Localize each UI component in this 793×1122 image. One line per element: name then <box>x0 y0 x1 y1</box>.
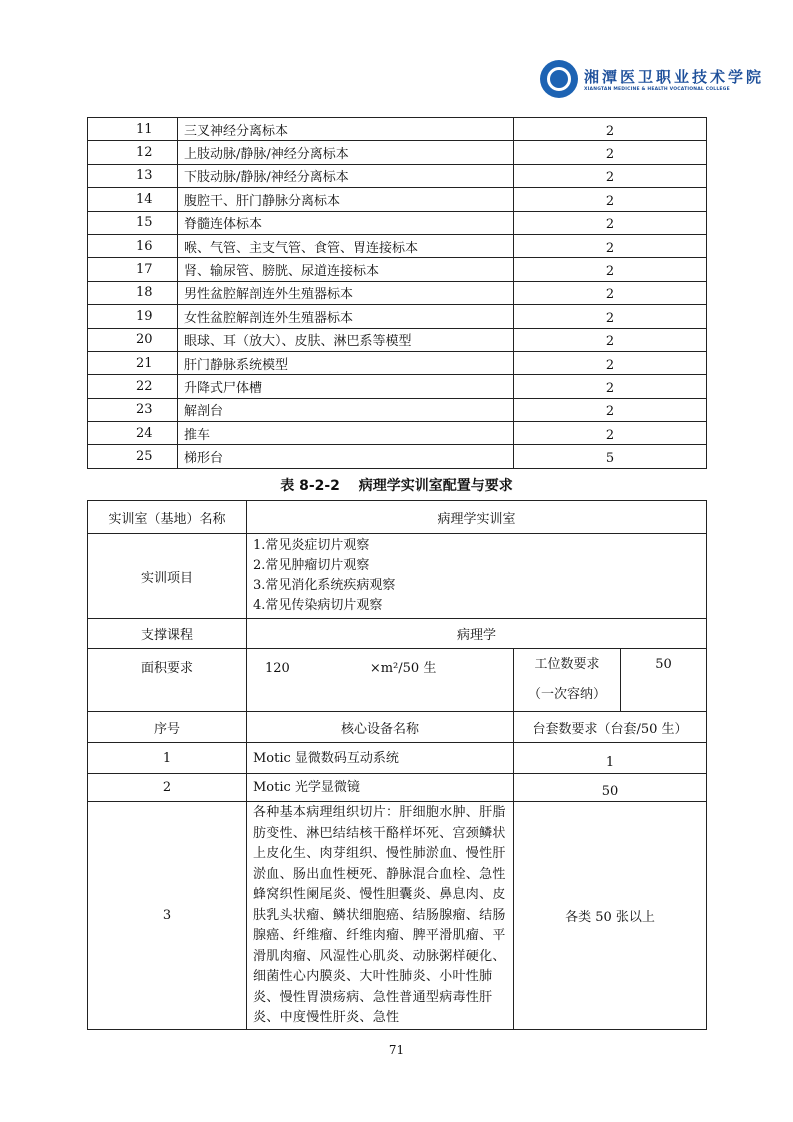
row-no: 24 <box>88 422 178 445</box>
page-number: 71 <box>388 1043 405 1057</box>
row-name: 眼球、耳（放大）、皮肤、淋巴系等模型 <box>178 328 514 351</box>
row-name: Motic 显微数码互动系统 <box>247 743 514 774</box>
table-title: 表 8-2-2 病理学实训室配置与要求 <box>280 478 513 494</box>
room-label: 实训室（基地）名称 <box>88 501 247 534</box>
row-name: 脊髓连体标本 <box>178 211 514 234</box>
col-name: 核心设备名称 <box>247 712 514 743</box>
row-qty: 2 <box>514 305 707 328</box>
row-name: 男性盆腔解剖连外生殖器标本 <box>178 281 514 304</box>
row-qty: 2 <box>514 422 707 445</box>
row-no: 19 <box>88 305 178 328</box>
row-qty: 各类 50 张以上 <box>514 802 707 1030</box>
row-no: 22 <box>88 375 178 398</box>
row-no: 13 <box>88 164 178 187</box>
row-name: 升降式尸体槽 <box>178 375 514 398</box>
logo-en: XIANGTAN MEDICINE & HEALTH VOCATIONAL COLLEGE <box>584 87 730 92</box>
row-no: 17 <box>88 258 178 281</box>
row-name: 上肢动脉/静脉/神经分离标本 <box>178 141 514 164</box>
row-qty: 2 <box>514 141 707 164</box>
row-name: 推车 <box>178 422 514 445</box>
table-row <box>88 281 707 304</box>
row-qty: 2 <box>514 118 707 141</box>
row-no: 1 <box>88 743 247 774</box>
course-value: 病理学 <box>247 619 707 649</box>
station-label: 工位数要求 <box>534 657 600 672</box>
row-qty: 5 <box>514 445 707 468</box>
table-row <box>88 445 707 468</box>
row-no: 15 <box>88 211 178 234</box>
row-no: 16 <box>88 234 178 257</box>
row-no: 18 <box>88 281 178 304</box>
col-no: 序号 <box>88 712 247 743</box>
row-name: 喉、气管、主支气管、食管、胃连接标本 <box>178 234 514 257</box>
project-item: 3.常见消化系统疾病观察 <box>253 578 396 593</box>
project-item: 4.常见传染病切片观察 <box>253 598 383 613</box>
table-row <box>88 258 707 281</box>
row-name: 三叉神经分离标本 <box>178 118 514 141</box>
row-qty: 2 <box>514 164 707 187</box>
table-row <box>88 328 707 351</box>
row-no: 25 <box>88 445 178 468</box>
area-value: 120 <box>265 661 290 676</box>
row-name: 各种基本病理组织切片：肝细胞水肿、肝脂肪变性、淋巴结结核干酪样坏死、宫颈鳞状上皮化生、肉芽组织、慢性肺淤血、慢性肝淤血、肠出血性梗死、静脉混合血栓、急性蜂窝织性阑尾炎、慢性胆囊炎、鼻息肉、皮肤乳头状瘤、鳞状细胞癌、结肠腺瘤、结肠腺癌、纤维瘤、纤维肉瘤、脾平滑肌瘤、平滑肌肉瘤、风湿性心肌炎、动脉粥样硬化、细菌性心内膜炎、大叶性肺炎、小叶性肺炎、慢性胃溃疡病、急性普通型病毒性肝炎、中度慢性肝炎、急性 <box>247 802 514 1030</box>
row-no: 11 <box>88 118 178 141</box>
row-name: 女性盆腔解剖连外生殖器标本 <box>178 305 514 328</box>
table-row <box>88 188 707 211</box>
table-row <box>88 398 707 421</box>
row-name: 腹腔干、肝门静脉分离标本 <box>178 188 514 211</box>
col-qty: 台套数要求（台套/50 生） <box>514 712 707 743</box>
row-no: 2 <box>88 774 247 802</box>
project-item: 1.常见炎症切片观察 <box>253 538 370 553</box>
row-name: 下肢动脉/静脉/神经分离标本 <box>178 164 514 187</box>
table-row <box>88 211 707 234</box>
station-sub: （一次容纳） <box>527 687 606 702</box>
project-item: 2.常见肿瘤切片观察 <box>253 558 370 573</box>
area-label: 面积要求 <box>88 649 247 712</box>
project-list <box>247 534 707 619</box>
row-qty: 50 <box>514 774 707 802</box>
row-no: 20 <box>88 328 178 351</box>
row-no: 3 <box>88 802 247 1030</box>
row-name: 梯形台 <box>178 445 514 468</box>
college-seal-icon <box>540 60 578 98</box>
table-row <box>88 141 707 164</box>
row-qty: 2 <box>514 398 707 421</box>
row-no: 12 <box>88 141 178 164</box>
row-name: 肾、输尿管、膀胱、尿道连接标本 <box>178 258 514 281</box>
row-qty: 2 <box>514 188 707 211</box>
row-no: 21 <box>88 351 178 374</box>
table-row <box>88 164 707 187</box>
course-label: 支撑课程 <box>88 619 247 649</box>
table-row <box>88 422 707 445</box>
row-no: 23 <box>88 398 178 421</box>
row-qty: 2 <box>514 211 707 234</box>
room-value: 病理学实训室 <box>247 501 707 534</box>
row-qty: 2 <box>514 351 707 374</box>
table-row <box>88 305 707 328</box>
row-qty: 2 <box>514 281 707 304</box>
pathology-lab-table <box>87 500 707 1030</box>
row-qty: 2 <box>514 328 707 351</box>
table-row <box>88 118 707 141</box>
station-value: 50 <box>621 649 707 712</box>
anatomy-equipment-table <box>87 117 707 469</box>
table-row <box>88 802 707 1030</box>
table-row <box>88 774 707 802</box>
project-label: 实训项目 <box>88 534 247 619</box>
area-unit: ×m²/50 生 <box>369 661 437 676</box>
row-qty: 2 <box>514 234 707 257</box>
row-qty: 1 <box>514 743 707 774</box>
table-row <box>88 743 707 774</box>
row-name: Motic 光学显微镜 <box>247 774 514 802</box>
table-row <box>88 351 707 374</box>
row-qty: 2 <box>514 258 707 281</box>
row-name: 肝门静脉系统模型 <box>178 351 514 374</box>
row-name: 解剖台 <box>178 398 514 421</box>
college-logo <box>540 60 764 98</box>
logo-cn: 湘潭医卫职业技术学院 <box>584 68 765 86</box>
row-qty: 2 <box>514 375 707 398</box>
row-no: 14 <box>88 188 178 211</box>
table-row <box>88 234 707 257</box>
table-row <box>88 375 707 398</box>
